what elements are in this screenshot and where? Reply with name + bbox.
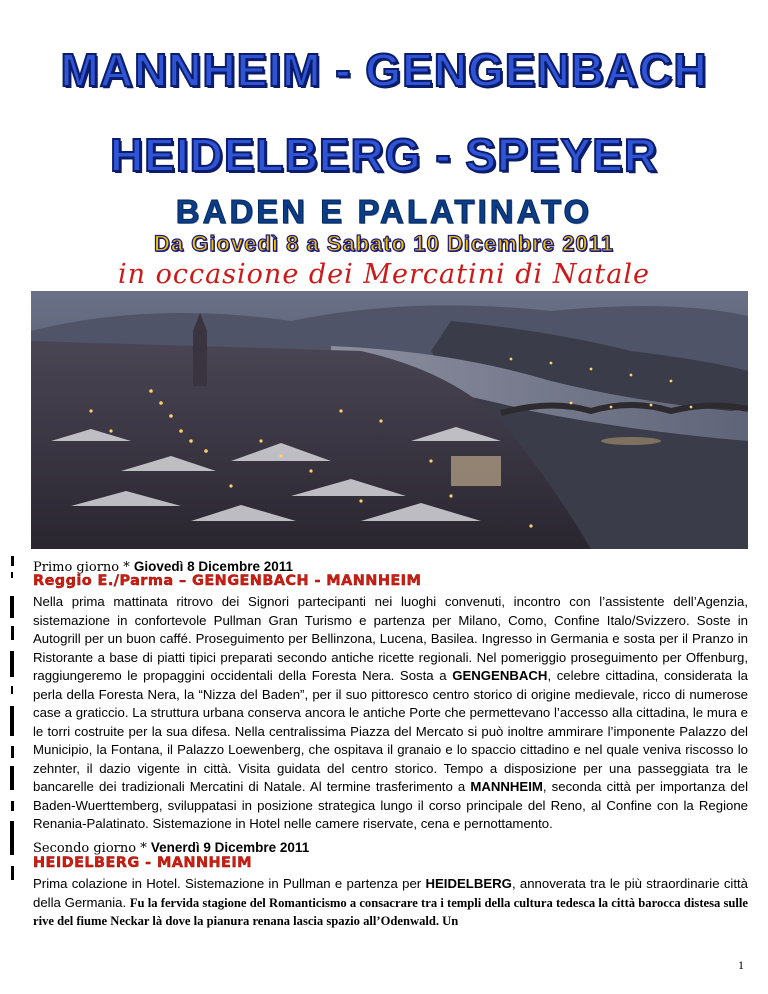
day1-text-1: Nella prima mattinata ritrovo dei Signori partecipanti nei luoghi convenuti, incontro con l’assistente dell’Agenzia, sistemazione in confortevole Pullman Gran Turismo e partenza per Milano, Como, Confine Italo/Svizzero. Soste in Autogrill per un buon caffé. Proseguimento per Bellinzona, Lucena, Basilea. Ingresso in Germania e sosta per il Pranzo in Ristorante a base di piatti tipici preparati secondo antiche ricette regionali. Nel pomeriggio proseguimento per Offenburg, raggiungeremo le propaggini occidentali della Foresta Nera. Sosta a: [33, 594, 748, 683]
day2-label: Secondo giorno *: [33, 841, 147, 856]
day1-text-2: , celebre cittadina, considerata la perla della Foresta Nera, la “Nizza del Baden”, per il suo pittoresco centro storico di origine medievale, ricco di numerose case a graticcio. La struttura urbana conserva ancora le antiche Porte che permettevano l’accesso alla cittadina, le mura e le torri costruite per la sua difesa. Nella centralissima Piazza del Mercato si può inoltre ammirare l’imponente Palazzo del Municipio, la Fontana, il Palazzo Loewenberg, che ospitava il granaio e lo spaccio cittadino e nel quale veniva riscosso lo zehnter, il dazio vigente in città. Visita guidata del centro storico. Tempo a disposizione per una passeggiata tra le bancarelle dei tradizionali Mercatini di Natale. Al termine trasferimento a: [33, 668, 748, 794]
day2-route: HEIDELBERG - MANNHEIM: [33, 855, 252, 871]
subtitle-region: BADEN E PALATINATO: [175, 193, 593, 230]
travel-dates: Da Giovedì 8 a Sabato 10 Dicembre 2011: [154, 231, 614, 256]
day1-mannheim: MANNHEIM: [470, 779, 543, 794]
day1-route: Reggio E./Parma – GENGENBACH - MANNHEIM: [33, 573, 422, 589]
page-number: 1: [738, 958, 744, 972]
occasion-subtitle: in occasione dei Mercatini di Natale: [117, 259, 650, 290]
day1-label: Primo giorno *: [33, 560, 130, 575]
heidelberg-night-photo: [31, 291, 748, 549]
title-line-1: MANNHEIM - GENGENBACH: [60, 44, 708, 96]
day1-description: [33, 593, 748, 834]
day2-date: Venerdì 9 Dicembre 2011: [150, 840, 310, 855]
day1-date: Giovedì 8 Dicembre 2011: [133, 559, 293, 574]
decorative-vertical-border: [6, 556, 20, 886]
day2-description: [33, 875, 748, 931]
day1-text-3: , seconda città per importanza del Baden-Wuerttemberg, sviluppatasi in posizione strategica lungo il corso principale del Reno, al Confine con la Regione Renania-Palatinato. Sistemazione in Hotel nelle camere riservate, cena e pernottamento.: [33, 779, 748, 831]
day1-gengenbach: GENGENBACH: [452, 668, 548, 683]
day2-text-1: Prima colazione in Hotel. Sistemazione in Pullman e partenza per: [33, 876, 426, 891]
day2-text-3: Fu la fervida stagione del Romanticismo a consacrare tra i templi della cultura tedesca la città barocca distesa sulle rive del fiume Neckar là dove la pianura renana lascia spazio all’Odenwald. Un: [33, 895, 748, 928]
day2-heidelberg: HEIDELBERG: [425, 876, 512, 891]
day2-text-2: , annoverata tra le più straordinarie città della Germania.: [33, 876, 749, 910]
title-line-2: HEIDELBERG - SPEYER: [109, 129, 659, 181]
